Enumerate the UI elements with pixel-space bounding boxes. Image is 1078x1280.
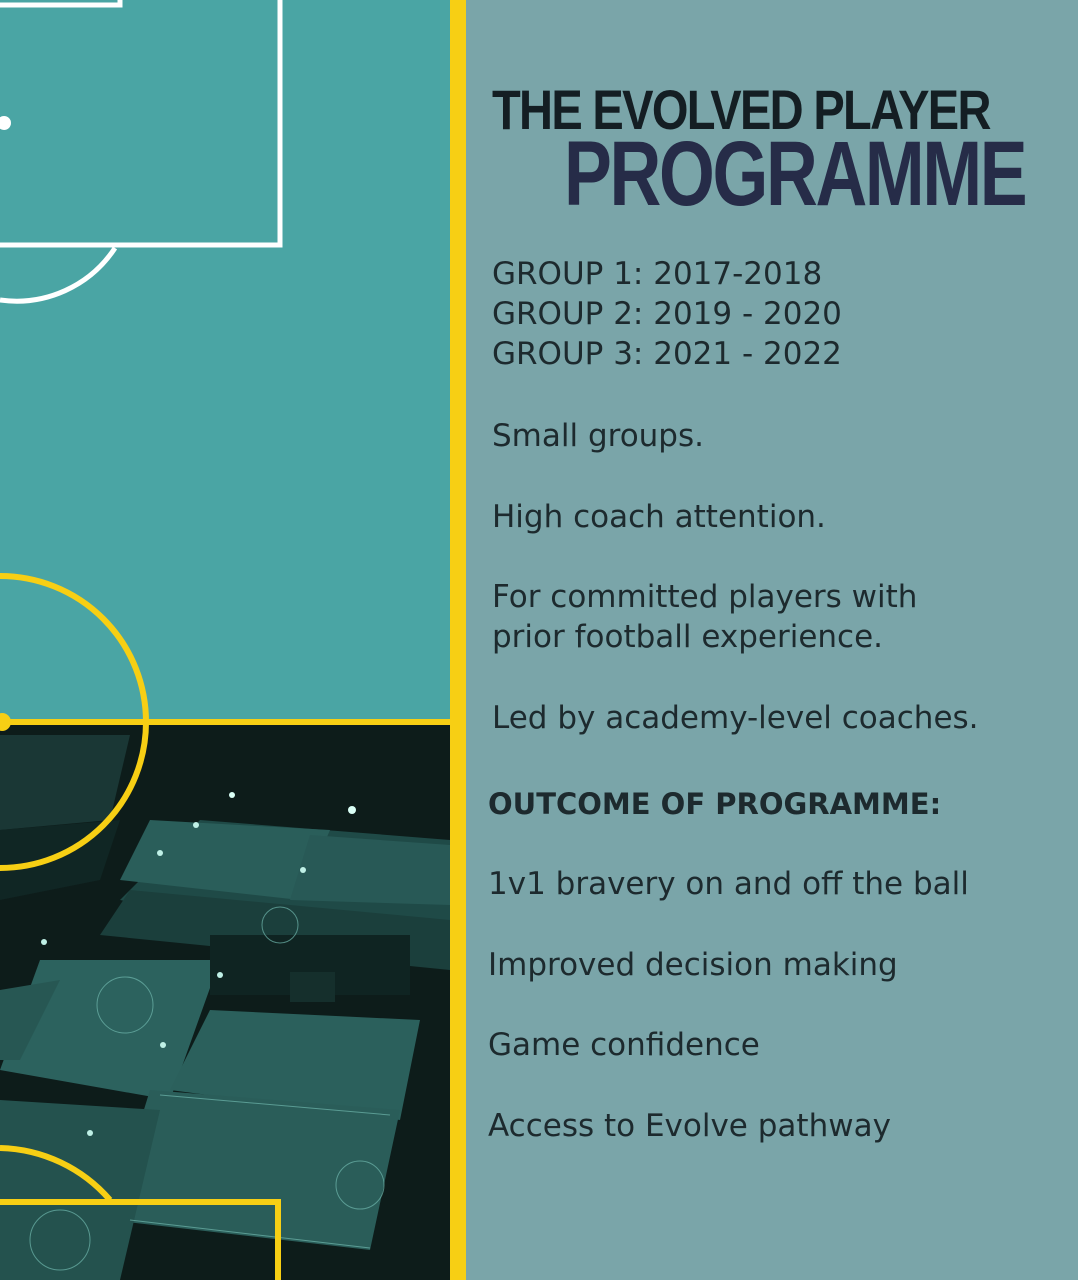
feature-coach-attention: High coach attention.	[492, 499, 826, 535]
outcome-heading: OUTCOME OF PROGRAMME:	[488, 787, 942, 821]
info-panel	[466, 0, 1078, 1280]
group-item: GROUP 1: 2017-2018	[492, 256, 823, 292]
feature-academy-coaches: Led by academy-level coaches.	[492, 700, 979, 736]
aerial-fields	[0, 722, 450, 1280]
feature-small-groups: Small groups.	[492, 418, 704, 454]
yellow-divider	[450, 0, 466, 1280]
outcome-item: 1v1 bravery on and off the ball	[488, 866, 969, 902]
title-the-evolved-player: THE EVOLVED PLAYER	[492, 78, 990, 141]
pitch-markings	[0, 0, 450, 1280]
title-programme: PROGRAMME	[564, 123, 1026, 225]
group-item: GROUP 2: 2019 - 2020	[492, 296, 842, 332]
feature-committed-players: For committed players with	[492, 579, 918, 615]
outcome-item: Improved decision making	[488, 947, 898, 983]
white-pitch-lines	[0, 0, 280, 301]
group-item: GROUP 3: 2021 - 2022	[492, 336, 842, 372]
outcome-item: Game confidence	[488, 1027, 760, 1063]
outcome-item: Access to Evolve pathway	[488, 1108, 891, 1144]
group-list	[492, 254, 842, 374]
penalty-spot	[0, 116, 11, 130]
pitch-graphic	[0, 0, 450, 1280]
feature-prior-experience: prior football experience.	[492, 619, 884, 655]
